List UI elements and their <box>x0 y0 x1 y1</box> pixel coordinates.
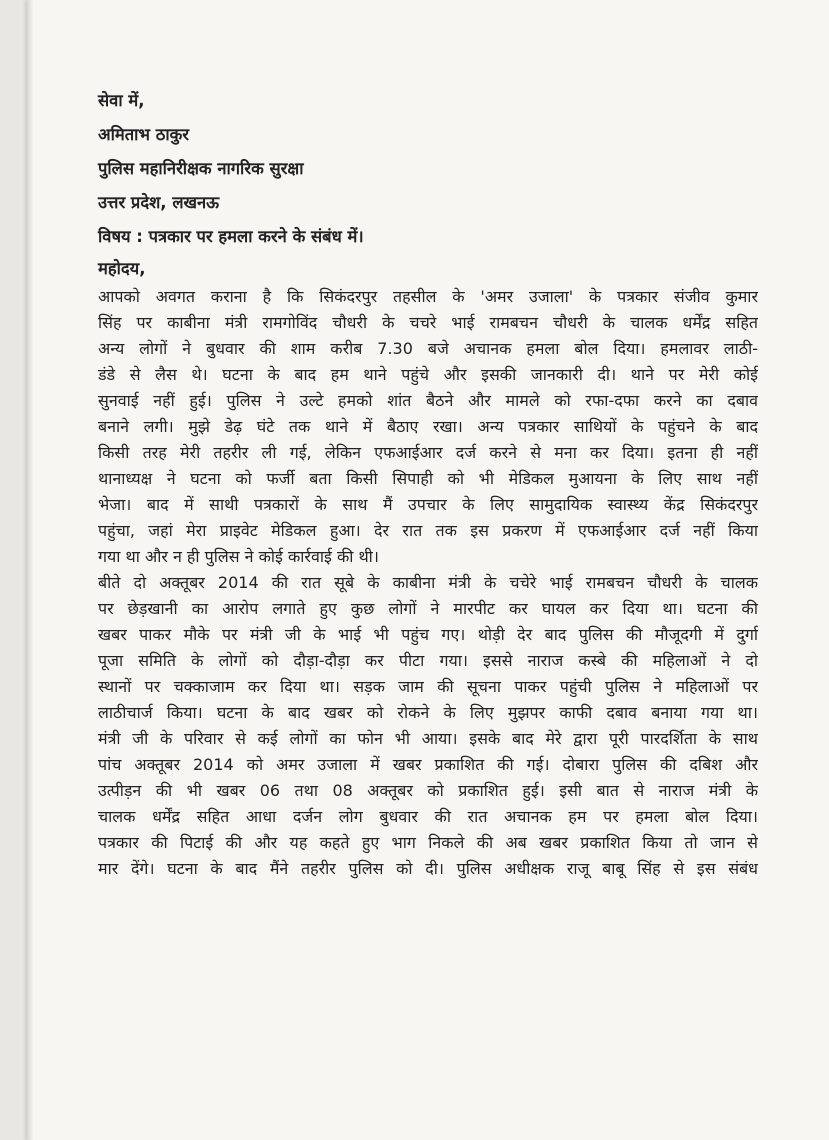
paragraph-line: स्थानों पर चक्काजाम कर दिया था। सड़क जाम की सूचना पाकर पहुंची पुलिस ने महिलाओं पर <box>98 677 758 696</box>
paragraph-line: थानाध्यक्ष ने घटना को फर्जी बता किसी सिपाही को भी मेडिकल मुआयना के लिए साथ नहीं <box>98 469 758 488</box>
recipient-name: अमिताभ ठाकुर <box>98 125 190 144</box>
greeting: महोदय, <box>98 259 146 278</box>
paragraph-line: सुनवाई नहीं हुई। पुलिस ने उल्टे हमको शांत बैठने और मामले को रफा-दफा करने का दबाव <box>98 391 758 410</box>
paragraph-line: किसी तरह मेरी तहरीर ली गई, लेकिन एफआईआर दर्ज करने से मना कर दिया। इतना ही नहीं <box>98 443 758 462</box>
paragraph-line: पांच अक्तूबर 2014 को अमर उजाला में खबर प्रकाशित की गई। दोबारा पुलिस की दबिश और <box>98 755 758 774</box>
paragraph-1 <box>98 284 758 570</box>
paragraph-line: पूजा समिति के लोगों को दौड़ा-दौड़ा कर पीटा गया। इससे नाराज कस्बे की महिलाओं ने दो <box>98 651 758 670</box>
paragraph-line: खबर पाकर मौके पर मंत्री जी के भाई भी पहुंच गए। थोड़ी देर बाद पुलिस की मौजूदगी में दुर्गा <box>98 625 758 644</box>
paragraph-line: गया था और न ही पुलिस ने कोई कार्रवाई की थी। <box>98 547 379 566</box>
recipient-location: उत्तर प्रदेश, लखनऊ <box>98 193 220 212</box>
paragraph-line: मार देंगे। घटना के बाद मैंने तहरीर पुलिस को दी। पुलिस अधीक्षक राजू बाबू सिंह से इस संबंध <box>98 859 758 878</box>
paragraph-line: बनाने लगी। मुझे डेढ़ घंटे तक थाने में बैठाए रखा। अन्य पत्रकार साथियों के पहुंचने के बाद <box>98 417 758 436</box>
recipient-designation: पुलिस महानिरीक्षक नागरिक सुरक्षा <box>98 159 304 178</box>
salutation-seva-mein: सेवा में, <box>98 91 145 110</box>
paragraph-line: डंडे से लैस थे। घटना के बाद हम थाने पहुंचे और इसकी जानकारी दी। थाने पर मेरी कोई <box>98 365 758 384</box>
paragraph-line: लाठीचार्ज किया। घटना के बाद खबर को रोकने के लिए मुझपर काफी दबाव बनाया गया था। <box>98 703 758 722</box>
paragraph-line: उत्पीड़न की भी खबर 06 तथा 08 अक्तूबर को प्रकाशित हुई। इसी बात से नाराज मंत्री के <box>98 781 758 800</box>
subject-line: विषय : पत्रकार पर हमला करने के संबंध में। <box>98 227 364 246</box>
paragraph-2 <box>98 570 758 882</box>
paragraph-line: पहुंचा, जहां मेरा प्राइवेट मेडिकल हुआ। देर रात तक इस प्रकरण में एफआईआर दर्ज नहीं किया <box>98 521 758 540</box>
paragraph-line: पत्रकार की पिटाई की और यह कहते हुए भाग निकले की अब खबर प्रकाशित किया तो जान से <box>98 833 758 852</box>
paragraph-line: भेजा। बाद में साथी पत्रकारों के साथ मैं उपचार के लिए सामुदायिक स्वास्थ्य केंद्र सिकंदरपुर <box>98 495 758 514</box>
paragraph-line: अन्य लोगों ने बुधवार की शाम करीब 7.30 बजे अचानक हमला बोल दिया। हमलावर लाठी- <box>98 339 758 358</box>
letter-body <box>98 84 758 882</box>
paragraph-line: बीते दो अक्तूबर 2014 की रात सूबे के काबीना मंत्री के चचेरे भाई रामबचन चौधरी के चालक <box>98 573 758 592</box>
paragraph-line: चालक धर्मेंद्र सहित आधा दर्जन लोग बुधवार की रात अचानक हम पर हमला बोल दिया। <box>98 807 758 826</box>
paragraph-line: सिंह पर काबीना मंत्री रामगोविंद चौधरी के चचरे भाई रामबचन चौधरी के चालक धर्मेंद्र सहित <box>98 313 758 332</box>
paragraph-line: पर छेड़खानी का आरोप लगाते हुए कुछ लोगों ने मारपीट कर घायल कर दिया था। घटना की <box>98 599 758 618</box>
paragraph-line: मंत्री जी के परिवार से कई लोगों का फोन भी आया। इसके बाद मेरे द्वारा पूरी पारदर्शिता के साथ <box>98 729 758 748</box>
paragraph-line: आपको अवगत कराना है कि सिकंदरपुर तहसील के 'अमर उजाला' के पत्रकार संजीव कुमार <box>98 287 758 306</box>
sheet-edge <box>27 0 33 1140</box>
